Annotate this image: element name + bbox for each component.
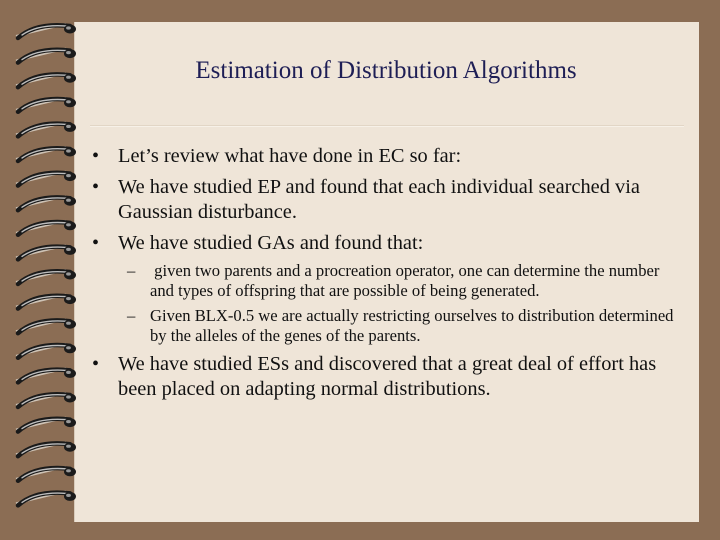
- sub-bullet-text: Given BLX-0.5 we are actually restricting ourselves to distribution determined by the alleles of the genes of the parents.: [150, 306, 674, 345]
- bullet-item: [92, 231, 684, 346]
- sub-bullet-item: [92, 306, 684, 346]
- slide-body: [92, 144, 684, 408]
- dash-mark: –: [127, 261, 136, 280]
- bullet-text: We have studied EP and found that each individual searched via Gaussian disturbance.: [118, 176, 640, 223]
- bullet-item: [92, 352, 684, 402]
- bullet-text: We have studied ESs and discovered that a great deal of effort has been placed on adapting normal distributions.: [118, 353, 657, 400]
- bullet-mark: •: [92, 145, 100, 167]
- bullet-mark: •: [92, 232, 100, 254]
- bullet-text: We have studied GAs and found that:: [118, 232, 424, 254]
- slide-title: Estimation of Distribution Algorithms: [195, 57, 577, 84]
- bullet-item: [92, 144, 684, 169]
- bullet-item: [92, 175, 684, 225]
- bullet-mark: •: [92, 353, 100, 375]
- title-divider: [90, 125, 684, 126]
- sub-bullet-text: given two parents and a procreation operator, one can determine the number and types of offspring that are possible of being generated.: [150, 261, 664, 300]
- bullet-text: Let’s review what have done in EC so far:: [118, 145, 462, 167]
- sub-bullet-item: [92, 261, 684, 301]
- sub-list: [118, 261, 684, 346]
- bullet-mark: •: [92, 176, 100, 198]
- dash-mark: –: [127, 306, 136, 325]
